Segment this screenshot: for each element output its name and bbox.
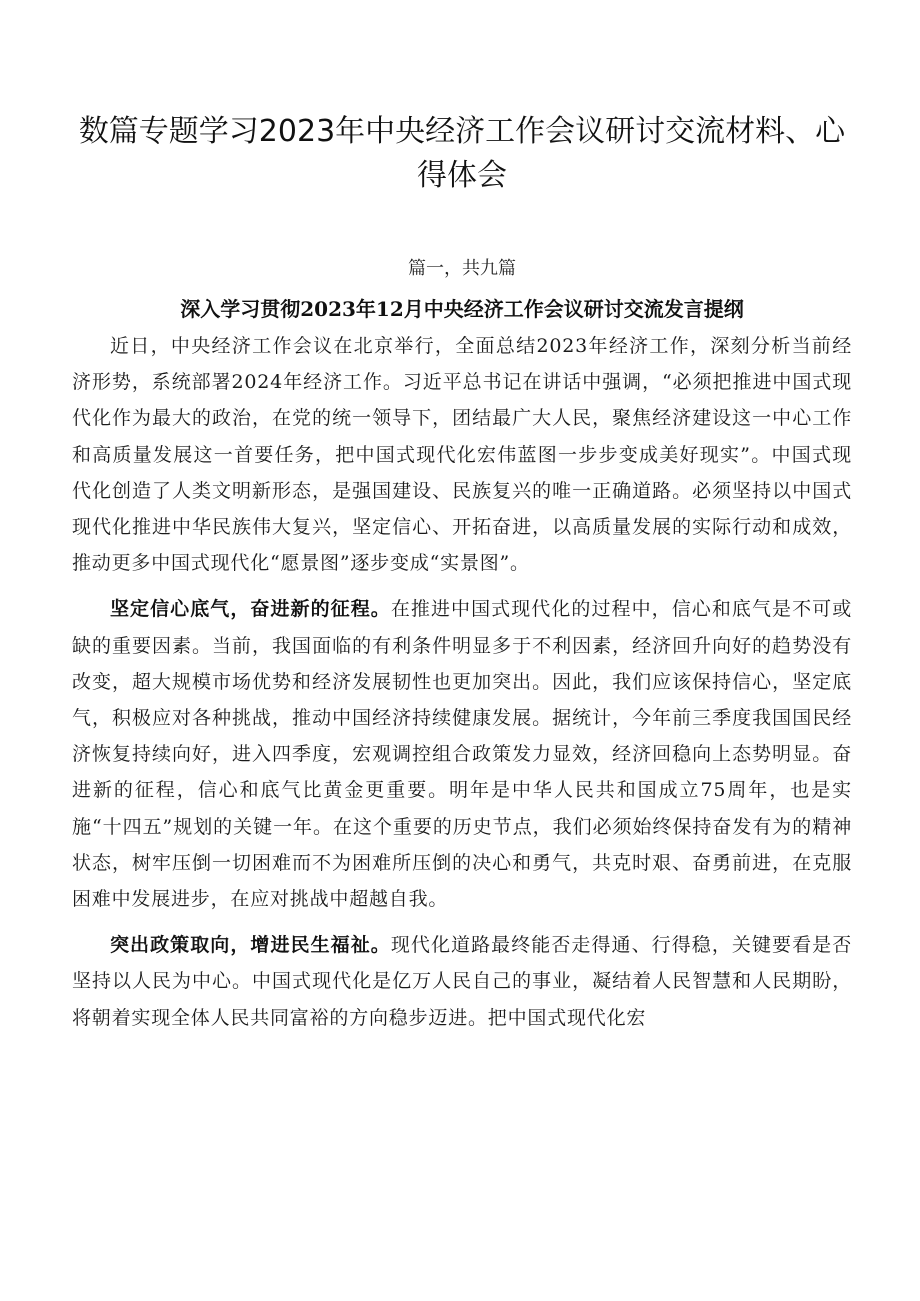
section-label: 篇一，共九篇 [408,258,516,279]
document-title: 数篇专题学习2023年中央经济工作会议研讨交流材料、心得体会 [78,114,846,193]
paragraph-lead: 突出政策取向，增进民生福祉。 [110,934,391,957]
paragraph-lead: 坚定信心底气，奋进新的征程。 [110,598,391,621]
paragraph-text: 现代化道路最终能否走得通、行得稳，关键要看是否坚持以人民为中心。中国式现代化是亿万人民自己的事业，凝结着人民智慧和人民期盼，将朝着实现全体人民共同富裕的方向稳步迈进。把中国式现代化宏 [72,934,852,1029]
paragraph-text: 在推进中国式现代化的过程中，信心和底气是不可或缺的重要因素。当前，我国面临的有利条件明显多于不利因素，经济回升向好的趋势没有改变，超大规模市场优势和经济发展韧性也更加突出。因此，我们应该保持信心，坚定底气，积极应对各种挑战，推动中国经济持续健康发展。据统计，今年前三季度我国国民经济恢复持续向好，进入四季度，宏观调控组合政策发力显效，经济回稳向上态势明显。奋进新的征程，信心和底气比黄金更重要。明年是中华人民共和国成立75周年，也是实施“十四五”规划的关键一年。在这个重要的历史节点，我们必须始终保持奋发有为的精神状态，树牢压倒一切困难而不为困难所压倒的决心和勇气，共克时艰、奋勇前进，在克服困难中发展进步，在应对挑战中超越自我。 [72,598,852,911]
paragraph-gap [72,917,852,927]
paragraph-confidence [72,591,852,917]
paragraph-policy [72,927,852,1036]
paragraph-gap [72,581,852,591]
paragraph-intro [72,328,852,581]
paragraph-text: 近日，中央经济工作会议在北京举行，全面总结2023年经济工作，深刻分析当前经济形势，系统部署2024年经济工作。习近平总书记在讲话中强调，“必须把推进中国式现代化作为最大的政治，在党的统一领导下，团结最广大人民，聚焦经济建设这一中心工作和高质量发展这一首要任务，把中国式现代化宏伟蓝图一步步变成美好现实”。中国式现代化创造了人类文明新形态，是强国建设、民族复兴的唯一正确道路。必须坚持以中国式现代化推进中华民族伟大复兴，坚定信心、开拓奋进，以高质量发展的实际行动和成效，推动更多中国式现代化“愿景图”逐步变成“实景图”。 [72,335,852,575]
document-subtitle: 深入学习贯彻2023年12月中央经济工作会议研讨交流发言提纲 [180,297,744,321]
